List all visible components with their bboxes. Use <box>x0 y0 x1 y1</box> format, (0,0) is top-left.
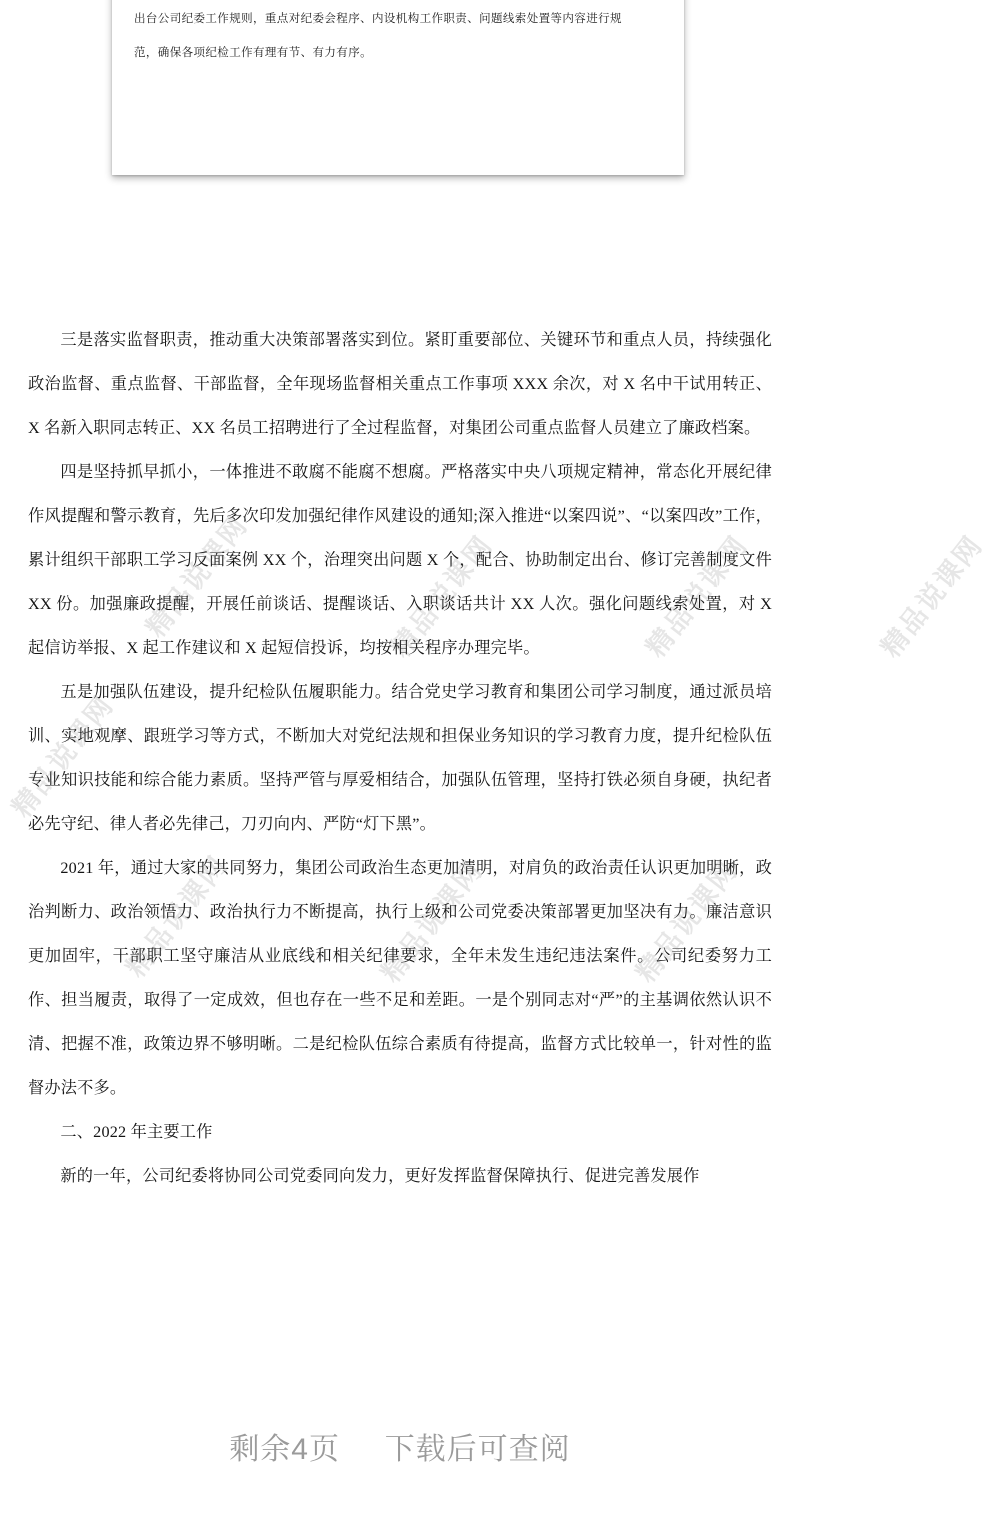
body-paragraph: 四是坚持抓早抓小，一体推进不敢腐不能腐不想腐。严格落实中央八项规定精神，常态化开展纪律作风提醒和警示教育，先后多次印发加强纪律作风建设的通知;深入推进“以案四说”、“以案四改”工作，累计组织干部职工学习反面案例 XX 个，治理突出问题 X 个，配合、协助制定出台、修订完善制度文件 XX 份。加强廉政提醒，开展任前谈话、提醒谈话、入职谈话共计 XX 人次。强化问题线索处置，对 X 起信访举报、X 起工作建议和 X 起短信投诉，均按相关程序办理完毕。 <box>28 463 772 657</box>
watermark-text: 精品说课网 <box>630 855 744 988</box>
section-heading: 二、2022 年主要工作 <box>60 1123 213 1141</box>
page-card-text-block <box>134 0 662 70</box>
watermark-text: 精品说课网 <box>6 690 120 823</box>
body-paragraph: 三是落实监督职责，推动重大决策部署落实到位。紧盯重要部位、关键环节和重点人员，持续强化政治监督、重点监督、干部监督，全年现场监督相关重点工作事项 XXX 余次，对 X 名中干试用转正、X 名新入职同志转正、XX 名员工招聘进行了全过程监督，对集团公司重点监督人员建立了廉政档案。 <box>28 331 772 437</box>
watermark-text: 精品说课网 <box>640 530 754 663</box>
watermark-text: 精品说课网 <box>375 855 489 988</box>
remaining-pages-label: 剩余4页 <box>229 1433 340 1466</box>
document-page-card-1 <box>112 0 684 175</box>
page-card-line: 出台公司纪委工作规则，重点对纪委会程序、内设机构工作职责、问题线索处置等内容进行规 <box>134 13 622 25</box>
watermark-text: 精品说课网 <box>140 510 254 643</box>
body-paragraph: 2021 年，通过大家的共同努力，集团公司政治生态更加清明，对肩负的政治责任认识更加明晰，政治判断力、政治领悟力、政治执行力不断提高，执行上级和公司党委决策部署更加坚决有力。廉洁意识更加固牢，干部职工坚守廉洁从业底线和相关纪律要求，全年未发生违纪违法案件。公司纪委努力工作、担当履责，取得了一定成效，但也存在一些不足和差距。一是个别同志对“严”的主基调依然认识不清、把握不准，政策边界不够明晰。二是纪检队伍综合素质有待提高，监督方式比较单一，针对性的监督办法不多。 <box>28 859 772 1097</box>
document-body <box>0 318 800 1198</box>
watermark-text: 精品说课网 <box>385 530 499 663</box>
watermark-text: 精品说课网 <box>120 850 234 983</box>
watermark-text: 精品说课网 <box>875 530 989 663</box>
body-paragraph: 新的一年，公司纪委将协同公司党委同向发力，更好发挥监督保障执行、促进完善发展作 <box>60 1167 700 1185</box>
page-card-line: 范，确保各项纪检工作有理有节、有力有序。 <box>134 47 372 59</box>
body-paragraph: 五是加强队伍建设，提升纪检队伍履职能力。结合党史学习教育和集团公司学习制度，通过派员培训、实地观摩、跟班学习等方式，不断加大对党纪法规和担保业务知识的学习教育力度，提升纪检队伍专业知识技能和综合能力素质。坚持严管与厚爱相结合，加强队伍管理，坚持打铁必须自身硬，执纪者必先守纪、律人者必先律己，刀刃向内、严防“灯下黑”。 <box>28 683 772 833</box>
download-hint-label: 下载后可查阅 <box>384 1433 571 1466</box>
remaining-pages-notice <box>0 1424 800 1468</box>
